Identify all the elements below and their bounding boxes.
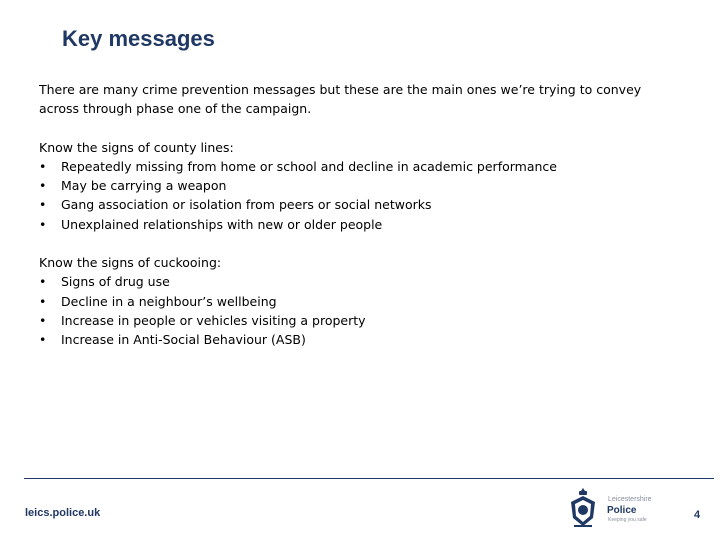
bullet-item [39, 195, 679, 214]
bullet-text: Decline in a neighbour’s wellbeing [61, 293, 277, 309]
bullet-text: Increase in people or vehicles visiting a property [61, 312, 366, 328]
logo-text-region: Leicestershire [608, 496, 652, 503]
page-number: 4 [694, 509, 701, 521]
bullet-icon: • [39, 216, 47, 232]
section-heading: Know the signs of county lines: [39, 139, 234, 155]
bullet-text: Unexplained relationships with new or older people [61, 216, 383, 232]
bullet-text: Gang association or isolation from peers or social networks [61, 197, 432, 213]
bullet-list [39, 157, 679, 234]
bullet-item [39, 157, 679, 176]
bullet-item [39, 176, 679, 195]
bullet-text: Signs of drug use [61, 274, 170, 290]
bullet-item [39, 311, 679, 330]
section-heading: Know the signs of cuckooing: [39, 255, 222, 271]
bullet-icon: • [39, 293, 47, 309]
bullet-icon: • [39, 312, 47, 328]
bullet-item [39, 272, 679, 291]
bullet-list [39, 272, 679, 349]
slide-body [39, 80, 679, 350]
police-logo [564, 486, 684, 532]
bullet-icon: • [39, 332, 47, 348]
intro-paragraph: There are many crime prevention messages but these are the main ones we’re trying to convey across through phase one of the campaign. [39, 82, 642, 117]
footer-divider [24, 478, 714, 479]
bullet-item [39, 292, 679, 311]
logo-text-strapline: Keeping you safe [608, 517, 647, 523]
footer-url-link[interactable]: leics.police.uk [25, 507, 101, 519]
section-cuckooing [39, 253, 679, 349]
bullet-icon: • [39, 274, 47, 290]
bullet-text: Increase in Anti-Social Behaviour (ASB) [61, 332, 306, 348]
bullet-item [39, 215, 679, 234]
bullet-text: Repeatedly missing from home or school and decline in academic performance [61, 158, 557, 174]
bullet-icon: • [39, 158, 47, 174]
bullet-text: May be carrying a weapon [61, 178, 227, 194]
slide-title: Key messages [62, 26, 215, 51]
bullet-icon: • [39, 178, 47, 194]
bullet-icon: • [39, 197, 47, 213]
police-crest-icon [566, 486, 600, 532]
section-county-lines [39, 138, 679, 234]
logo-text-police: Police [607, 505, 637, 516]
bullet-item [39, 330, 679, 349]
